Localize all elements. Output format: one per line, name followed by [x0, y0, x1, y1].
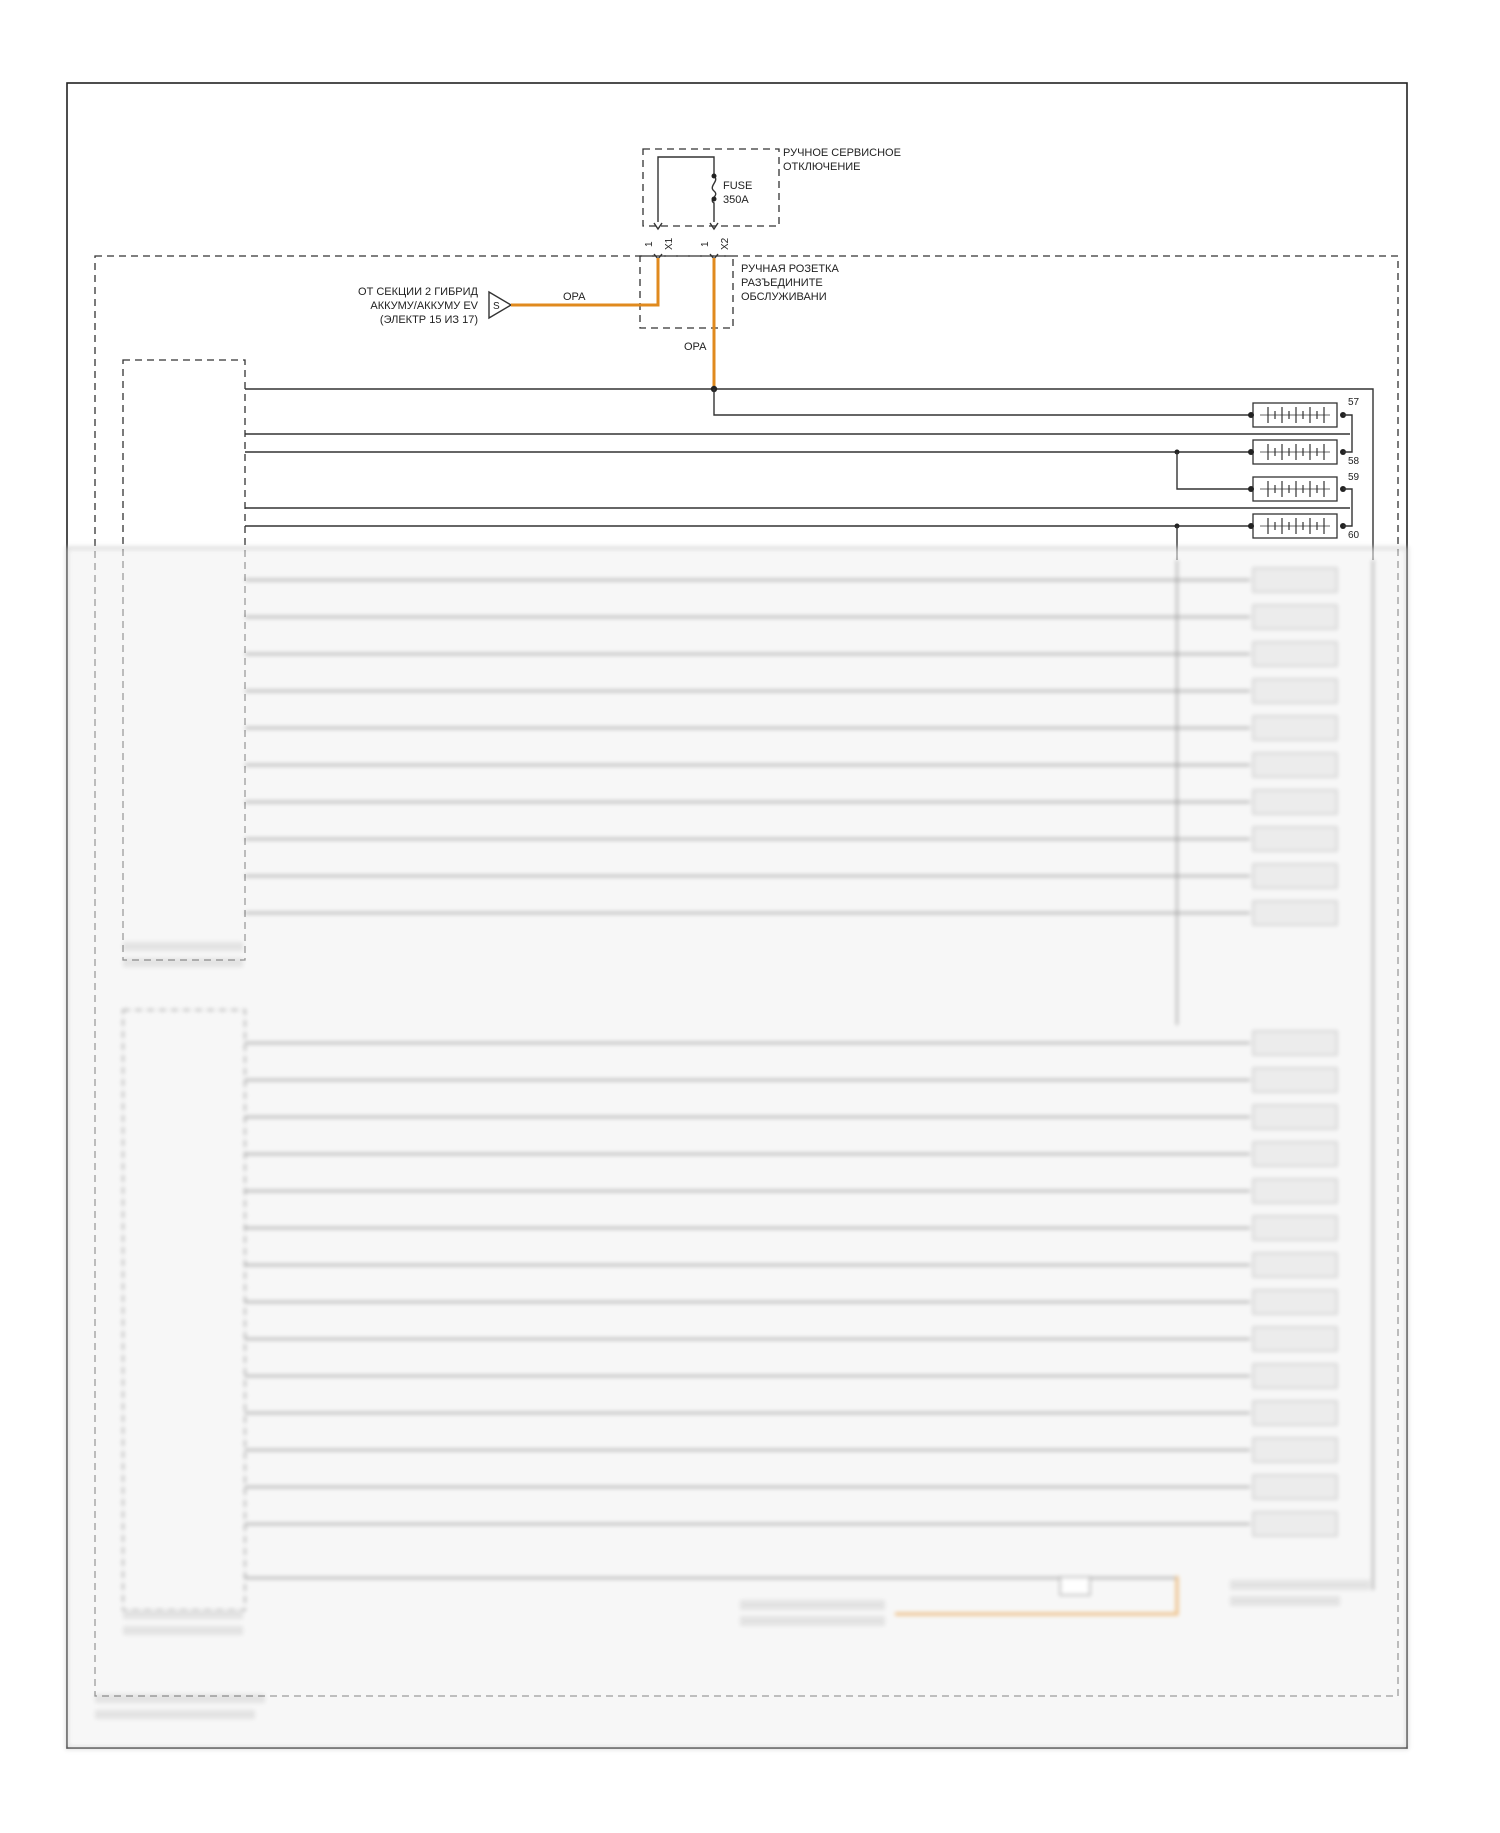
manual-disconnect-label-2: ОТКЛЮЧЕНИЕ	[783, 161, 861, 173]
wire-cell-59-tap	[1177, 452, 1251, 489]
battery-cell-58	[1248, 440, 1360, 467]
fuse-loop-wire	[658, 157, 714, 222]
manual-disconnect-label-1: РУЧНОЕ СЕРВИСНОЕ	[783, 147, 901, 159]
battery-cell-59	[1248, 472, 1360, 501]
cell-number: 57	[1348, 397, 1360, 408]
cell-number: 58	[1348, 456, 1360, 467]
hv-wire-color-upper: OPA	[563, 291, 586, 303]
manual-socket-label-2: РАЗЪЕДИНИТЕ	[741, 277, 823, 289]
cells-group	[1248, 397, 1360, 541]
connector-x2-pin: 1	[700, 241, 711, 247]
connector-x1-symbol	[654, 223, 662, 259]
cell-number: 59	[1348, 472, 1360, 483]
connector-x1-pin: 1	[644, 241, 655, 247]
manual-socket-label-3: ОБСЛУЖИВАНИ	[741, 291, 827, 303]
off-page-ref-symbol: S	[493, 301, 500, 312]
manual-disconnect-box	[643, 149, 779, 226]
from-section-label-2: АККУМУ/АККУМУ EV	[370, 300, 478, 312]
cell-series-links	[1343, 415, 1352, 526]
manual-socket-box	[640, 256, 733, 328]
connector-x2-label: X2	[720, 237, 731, 250]
connector-x2-symbol	[710, 223, 718, 259]
fuse-rating-label: 350A	[723, 194, 749, 206]
fuse-label: FUSE	[723, 180, 753, 192]
obscured-lower-region	[67, 548, 1407, 1748]
cell-number: 60	[1348, 530, 1360, 541]
battery-cell-60	[1248, 514, 1360, 541]
battery-cell-57	[1248, 397, 1360, 427]
connector-x1-label: X1	[664, 237, 675, 250]
manual-socket-label-1: РУЧНАЯ РОЗЕТКА	[741, 263, 839, 275]
wire-cell-57	[714, 389, 1251, 415]
hv-wire-color-vertical: OPA	[684, 341, 707, 353]
from-section-label-3: (ЭЛЕКТР 15 ИЗ 17)	[379, 314, 478, 326]
from-section-label-1: ОТ СЕКЦИИ 2 ГИБРИД	[358, 286, 478, 298]
